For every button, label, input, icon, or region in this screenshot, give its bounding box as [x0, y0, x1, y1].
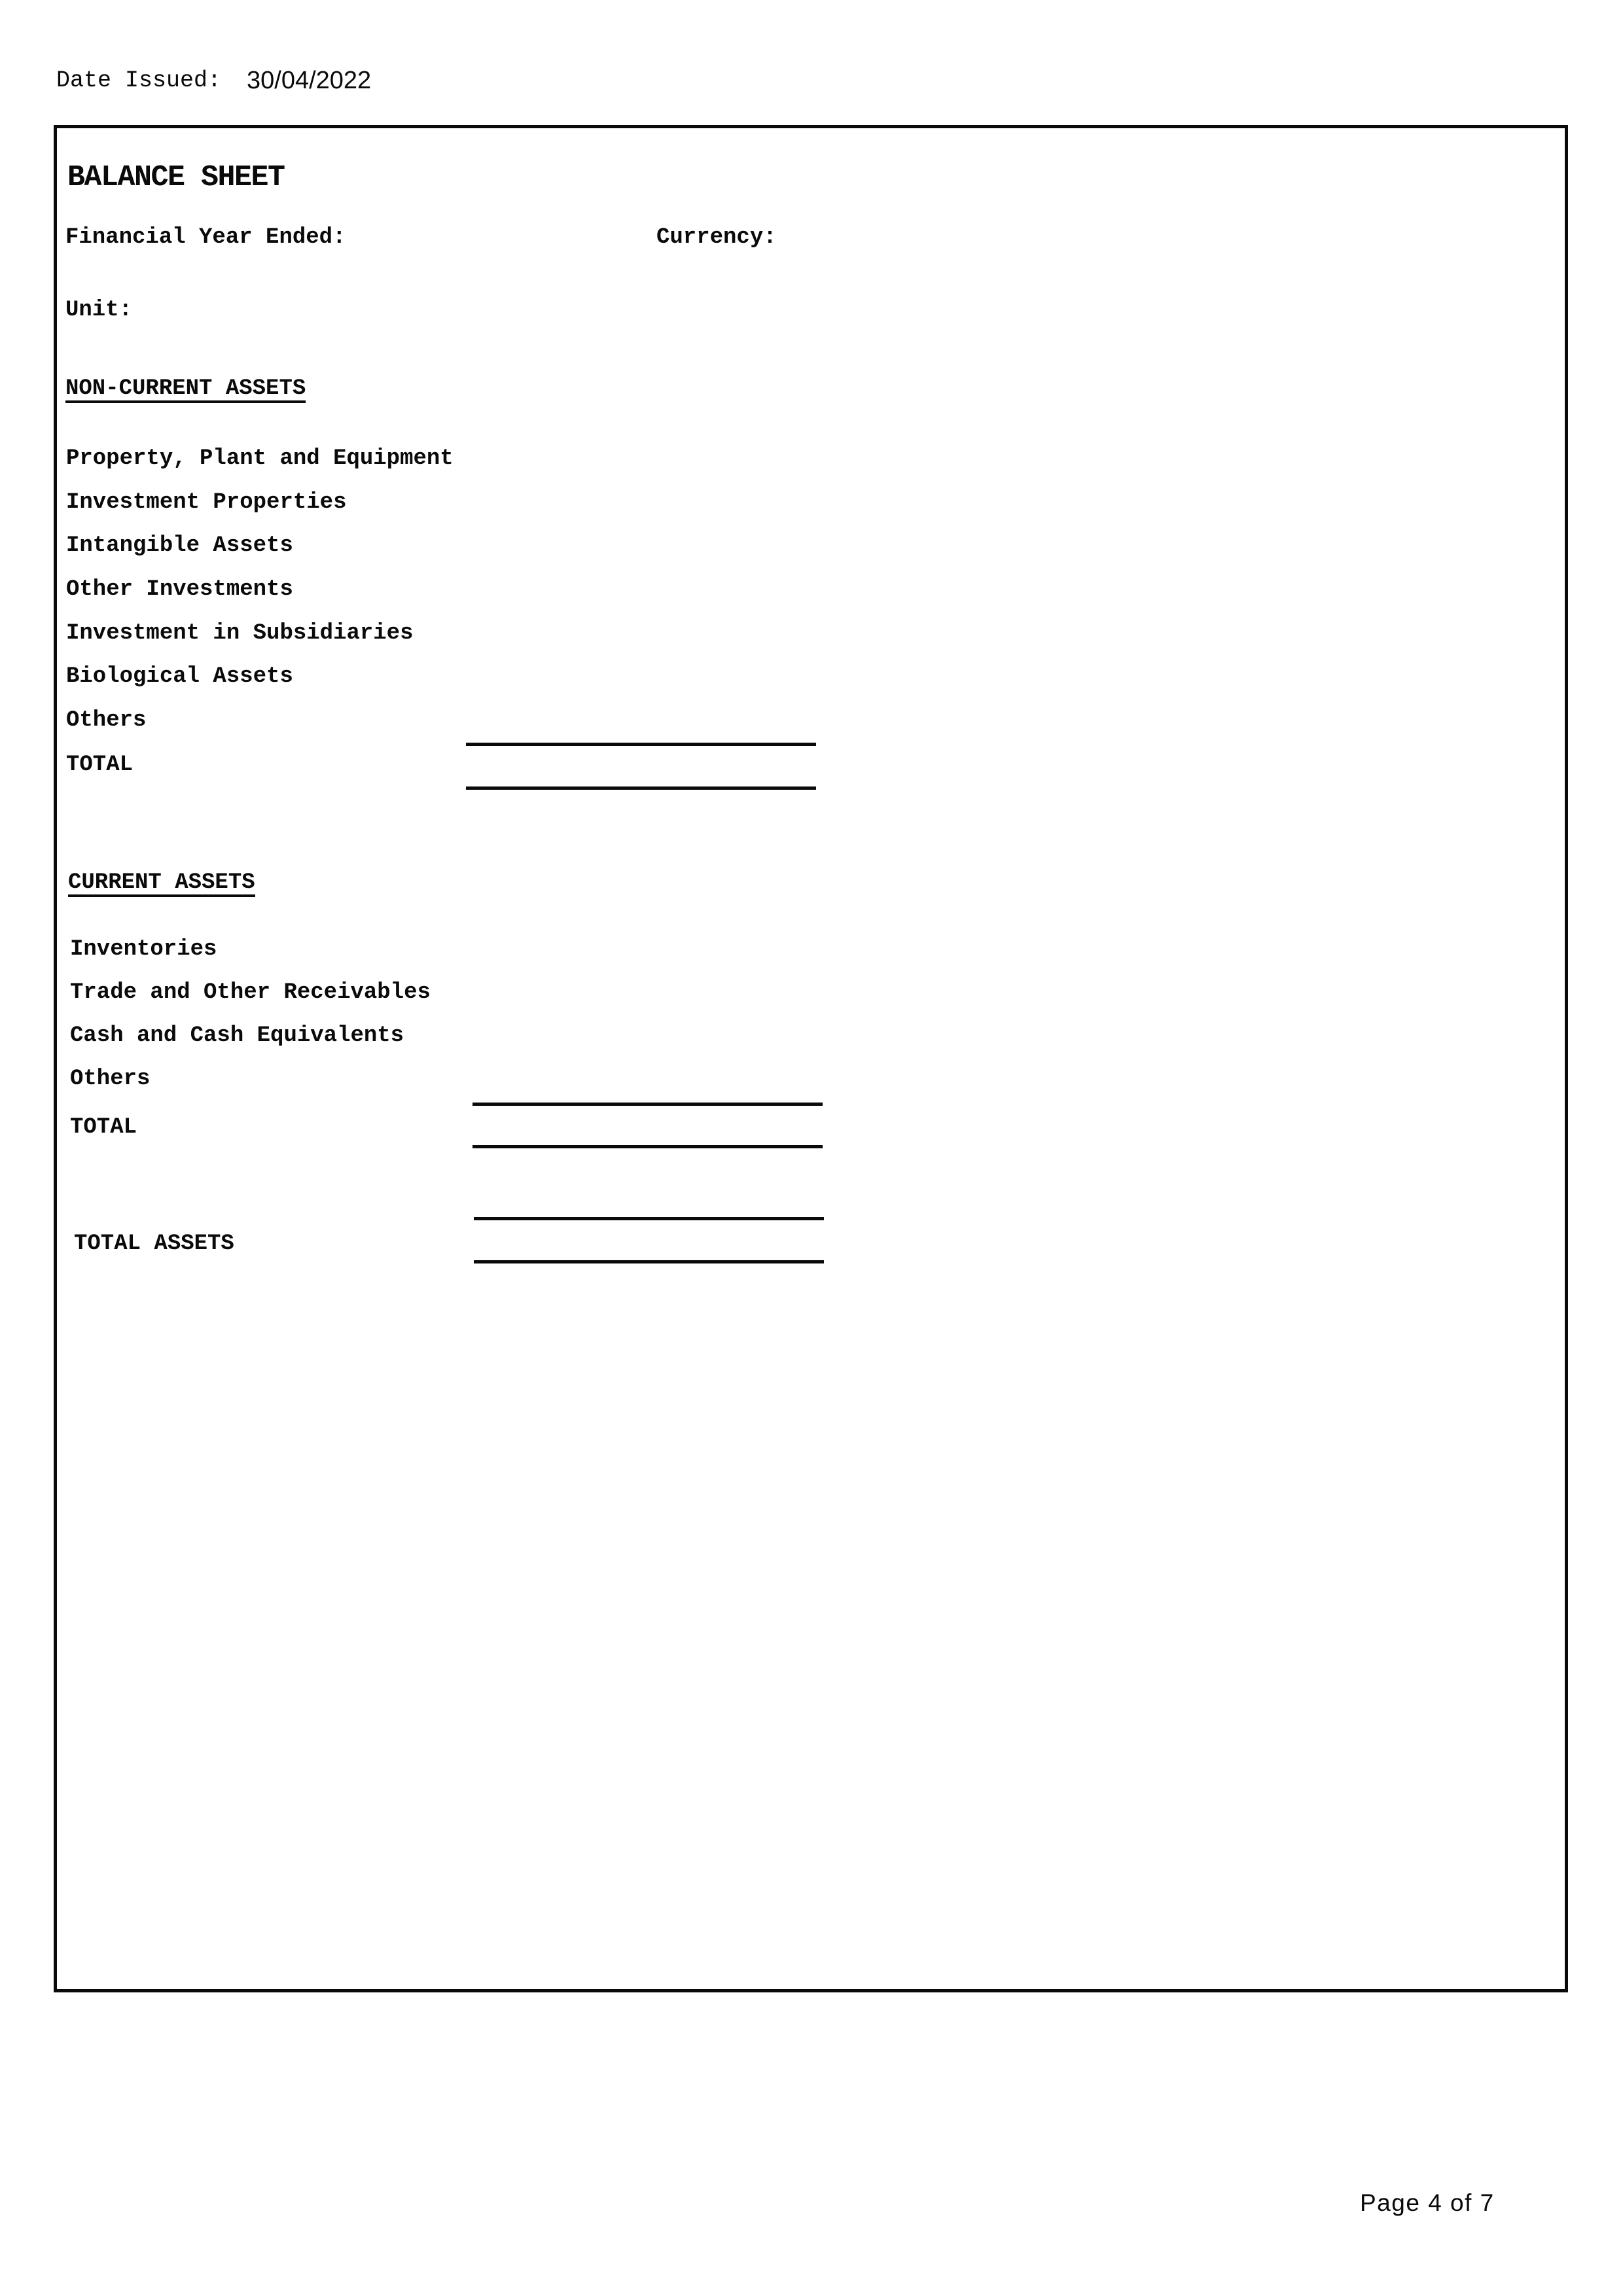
current-total-value-line-bottom — [473, 1145, 823, 1148]
line-item-label: Trade and Other Receivables — [70, 980, 431, 1005]
line-item-label: Biological Assets — [66, 664, 293, 689]
unit-label: Unit: — [65, 298, 133, 323]
date-issued-value: 30/04/2022 — [247, 67, 372, 94]
line-item-label: Others — [70, 1067, 151, 1091]
current-total-value-line-top — [473, 1103, 823, 1106]
total-assets-value-line-bottom — [474, 1260, 824, 1263]
total-assets-label: TOTAL ASSETS — [74, 1231, 234, 1256]
line-item-label: Inventories — [70, 937, 217, 962]
page-number: Page 4 of 7 — [1360, 2189, 1495, 2216]
current-total-label: TOTAL — [70, 1115, 137, 1140]
total-assets-value-line-top — [474, 1217, 824, 1220]
date-issued-label: Date Issued: — [56, 67, 222, 94]
line-item-label: Intangible Assets — [66, 533, 293, 558]
section-heading-non-current-assets: NON-CURRENT ASSETS — [65, 378, 306, 403]
balance-sheet-form-border — [54, 125, 1568, 1992]
non-current-total-label: TOTAL — [66, 752, 134, 777]
line-item-label: Other Investments — [66, 577, 293, 602]
line-item-label: Others — [66, 708, 147, 733]
currency-label: Currency: — [656, 225, 777, 250]
line-item-label: Investment in Subsidiaries — [66, 621, 414, 646]
form-title: BALANCE SHEET — [67, 161, 285, 194]
financial-year-ended-label: Financial Year Ended: — [65, 225, 346, 250]
line-item-label: Investment Properties — [66, 490, 347, 515]
section-heading-current-assets: CURRENT ASSETS — [68, 872, 255, 897]
non-current-total-value-line-top — [466, 743, 816, 746]
line-item-label: Cash and Cash Equivalents — [70, 1023, 404, 1048]
non-current-total-value-line-bottom — [466, 786, 816, 790]
line-item-label: Property, Plant and Equipment — [66, 446, 454, 471]
